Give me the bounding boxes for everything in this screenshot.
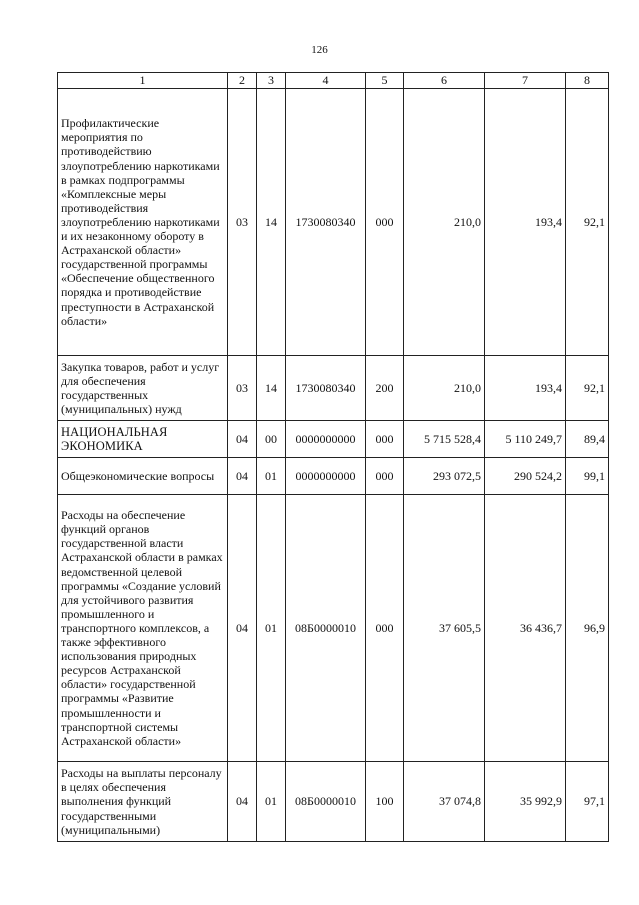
row-percent: 89,4 [566, 421, 609, 458]
row-expense-type: 100 [366, 762, 404, 842]
row-subsection: 01 [257, 458, 286, 495]
row-name: Профилактические мероприятия по противодействию злоупотреблению наркотиками в рамках подпрограммы «Комплексные меры противодействия злоупотреблению наркотиками и их незаконному обороту в Астраханской области» государственной программы «Обеспечение общественного порядка и противодействие преступности в Астраханской области» [58, 89, 228, 356]
row-target-article: 0000000000 [286, 421, 366, 458]
row-fact: 5 110 249,7 [485, 421, 566, 458]
column-header-4: 4 [286, 73, 366, 89]
row-name: Общеэкономические вопросы [58, 458, 228, 495]
column-header-3: 3 [257, 73, 286, 89]
row-expense-type: 000 [366, 458, 404, 495]
column-header-5: 5 [366, 73, 404, 89]
column-header-2: 2 [228, 73, 257, 89]
row-subsection: 00 [257, 421, 286, 458]
row-expense-type: 000 [366, 421, 404, 458]
table-row [58, 458, 609, 495]
row-plan: 5 715 528,4 [404, 421, 485, 458]
row-name: НАЦИОНАЛЬНАЯ ЭКОНОМИКА [58, 421, 228, 458]
row-percent: 96,9 [566, 495, 609, 762]
row-plan: 210,0 [404, 356, 485, 421]
column-header-1: 1 [58, 73, 228, 89]
row-target-article: 08Б0000010 [286, 762, 366, 842]
header-row [58, 73, 609, 89]
row-plan: 210,0 [404, 89, 485, 356]
row-name: Закупка товаров, работ и услуг для обеспечения государственных (муниципальных) нужд [58, 356, 228, 421]
table-row [58, 89, 609, 356]
row-name: Расходы на обеспечение функций органов государственной власти Астраханской области в рамках ведомственной целевой программы «Создание условий для устойчивого развития промышленного и транспортного комплексов, а также эффективного использования природных ресурсов Астраханской области» государственной программы «Развитие промышленности и транспортной системы Астраханской области» [58, 495, 228, 762]
table-row [58, 421, 609, 458]
page-number: 126 [311, 44, 328, 56]
row-section: 03 [228, 356, 257, 421]
row-fact: 193,4 [485, 89, 566, 356]
row-target-article: 08Б0000010 [286, 495, 366, 762]
table-row [58, 495, 609, 762]
column-header-8: 8 [566, 73, 609, 89]
row-plan: 37 605,5 [404, 495, 485, 762]
row-subsection: 14 [257, 89, 286, 356]
row-name: Расходы на выплаты персоналу в целях обеспечения выполнения функций государственными (муниципальными) [58, 762, 228, 842]
row-percent: 97,1 [566, 762, 609, 842]
row-section: 03 [228, 89, 257, 356]
row-subsection: 01 [257, 762, 286, 842]
row-expense-type: 000 [366, 495, 404, 762]
row-plan: 293 072,5 [404, 458, 485, 495]
row-section: 04 [228, 458, 257, 495]
row-subsection: 01 [257, 495, 286, 762]
row-percent: 92,1 [566, 89, 609, 356]
budget-table [57, 72, 609, 842]
row-plan: 37 074,8 [404, 762, 485, 842]
row-fact: 35 992,9 [485, 762, 566, 842]
column-header-7: 7 [485, 73, 566, 89]
row-fact: 193,4 [485, 356, 566, 421]
row-section: 04 [228, 762, 257, 842]
row-percent: 92,1 [566, 356, 609, 421]
column-header-6: 6 [404, 73, 485, 89]
row-section: 04 [228, 421, 257, 458]
row-expense-type: 000 [366, 89, 404, 356]
row-section: 04 [228, 495, 257, 762]
row-target-article: 1730080340 [286, 356, 366, 421]
row-fact: 36 436,7 [485, 495, 566, 762]
row-fact: 290 524,2 [485, 458, 566, 495]
row-subsection: 14 [257, 356, 286, 421]
table-row [58, 762, 609, 842]
row-target-article: 0000000000 [286, 458, 366, 495]
row-target-article: 1730080340 [286, 89, 366, 356]
row-expense-type: 200 [366, 356, 404, 421]
row-percent: 99,1 [566, 458, 609, 495]
table-row [58, 356, 609, 421]
